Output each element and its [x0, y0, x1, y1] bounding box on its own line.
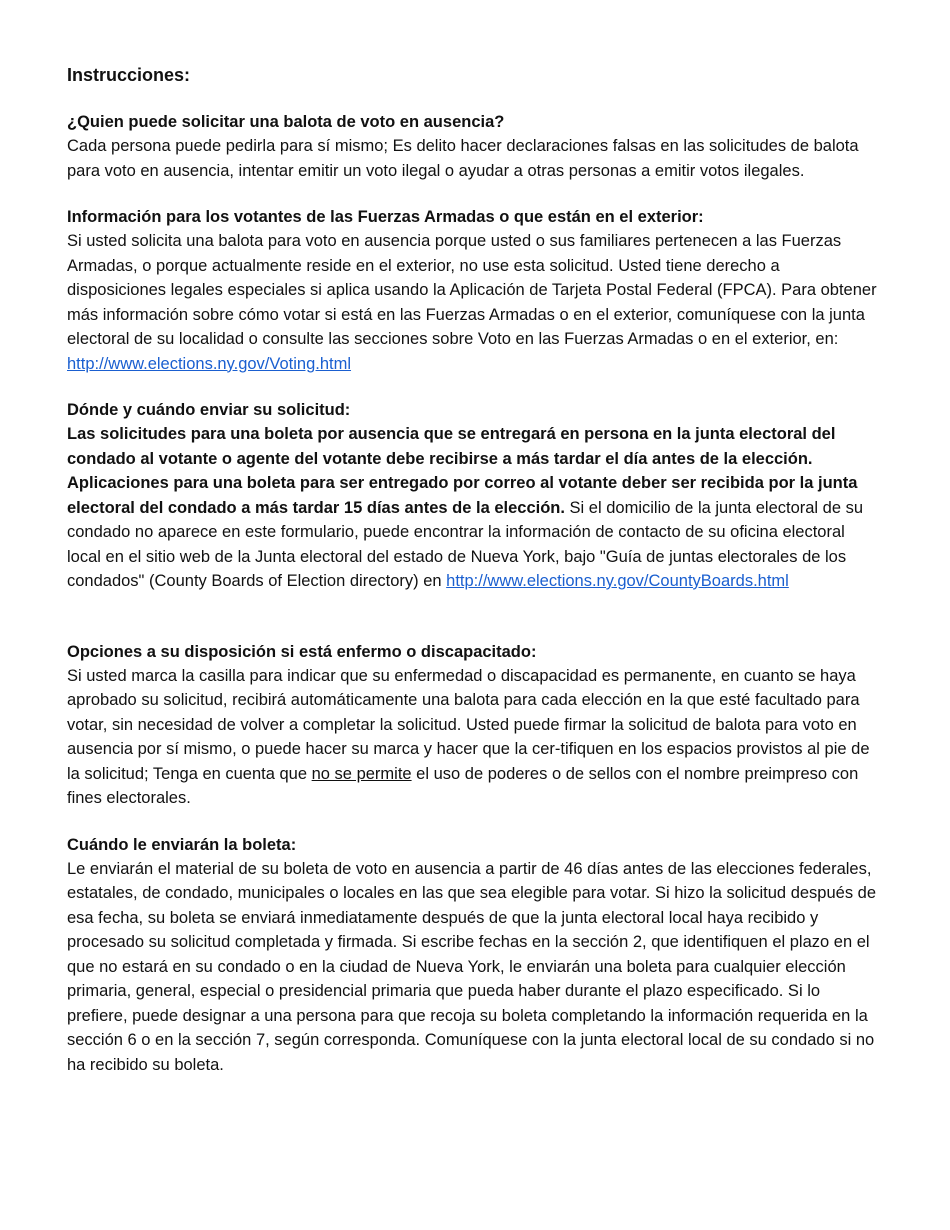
disabled-text-before: Si usted marca la casilla para indicar que su enfermedad o discapacidad es permanente, en cuanto se haya aprobado su solicitud, recibirá automáticamente una balota para cada elección en la que esté facultado para votar, sin necesidad de volver a completar la solicitud. Usted puede firmar la solicitud de balota para voto en ausencia por sí mismo, o puede hacer su marca y hacer que la cer-tifiquen en los espacios provistos al pie de la solicitud; Tenga en cuenta que	[67, 666, 870, 783]
section-text-military	[67, 229, 883, 376]
page-title: Instrucciones:	[67, 65, 191, 85]
section-when-ballot-sent	[67, 833, 883, 1078]
not-permitted-text: no se permite	[311, 764, 412, 783]
section-where-when	[67, 398, 883, 594]
disabled-text-after: el uso de poderes o de sellos con el nombre preimpreso con fines electorales.	[67, 764, 859, 807]
section-disabled-options	[67, 640, 883, 811]
instructions-page	[67, 62, 883, 1099]
section-text-where	[67, 422, 883, 594]
section-heading-disabled: Opciones a su disposición si está enfermo o discapacitado:	[67, 642, 537, 661]
section-text-when: Le enviarán el material de su boleta de voto en ausencia a partir de 46 días antes de las elecciones federales, estatales, de condado, municipales o locales en las que sea elegible para votar. Si hizo la solicitud después de esa fecha, su boleta se enviará inmediatamente después de que la junta electoral local haya recibido y procesado su solicitud completada y firmada. Si escribe fechas en la sección 2, que identifiquen el plazo en el que no estará en su condado o en la ciudad de Nueva York, le enviarán una boleta para cualquier elección primaria, general, especial o presidencial primaria que pueda haber durante el plazo especificado. Si lo prefiere, puede designar a una persona para que recoja su boleta completando la información requerida en la sección 6 o en la sección 7, según corresponda. Comuníquese con la junta electoral local de su condado si no ha recibido su boleta.	[67, 859, 877, 1074]
section-heading-military: Información para los votantes de las Fuerzas Armadas o que están en el exterior:	[67, 208, 704, 226]
section-text-who: Cada persona puede pedirla para sí mismo; Es delito hacer declaraciones falsas en las solicitudes de balota para voto en ausencia, intentar emitir un voto ilegal o ayudar a otras personas a emitir votos ilegales.	[67, 137, 859, 180]
military-body-text: Si usted solicita una balota para voto en ausencia porque usted o sus familiares pertenecen a las Fuerzas Armadas, o porque actualmente reside en el exterior, no use esta solicitud. Usted tiene derecho a disposiciones legales especiales si aplica usando la Aplicación de Tarjeta Postal Federal (FPCA). Para obtener más información sobre cómo votar si está en las Fuerzas Armadas o en el exterior, comuníquese con la junta electoral de su localidad o consulte las secciones sobre Voto en las Fuerzas Armadas o en el exterior, en:	[67, 232, 877, 348]
section-military-voters	[67, 205, 883, 376]
county-boards-link[interactable]: http://www.elections.ny.gov/CountyBoards.html	[446, 572, 789, 590]
voting-link[interactable]: http://www.elections.ny.gov/Voting.html	[67, 354, 352, 373]
section-heading-when: Cuándo le enviarán la boleta:	[67, 835, 297, 854]
section-heading-who: ¿Quien puede solicitar una balota de voto en ausencia?	[67, 113, 505, 131]
where-body-text: Si el domicilio de la junta electoral de su condado no aparece en este formulario, puede encontrar la información de contacto de su oficina electoral local en el sitio web de la Junta electoral del estado de Nueva York, bajo "Guía de juntas electorales de los condados" (County Boards of Election directory) en	[67, 498, 864, 590]
section-text-disabled	[67, 664, 883, 811]
deadline-bold-text: Las solicitudes para una boleta por ausencia que se entregará en persona en la junta electoral del condado al votante o agente del votante debe recibirse a más tardar el día antes de la elección. Aplicaciones para una boleta para ser entregado por correo al votante deber ser recibida por la junta electoral del condado a más tardar 15 días antes de la elección.	[67, 425, 858, 517]
section-who-can-apply	[67, 110, 883, 183]
section-heading-where: Dónde y cuándo enviar su solicitud:	[67, 401, 351, 419]
